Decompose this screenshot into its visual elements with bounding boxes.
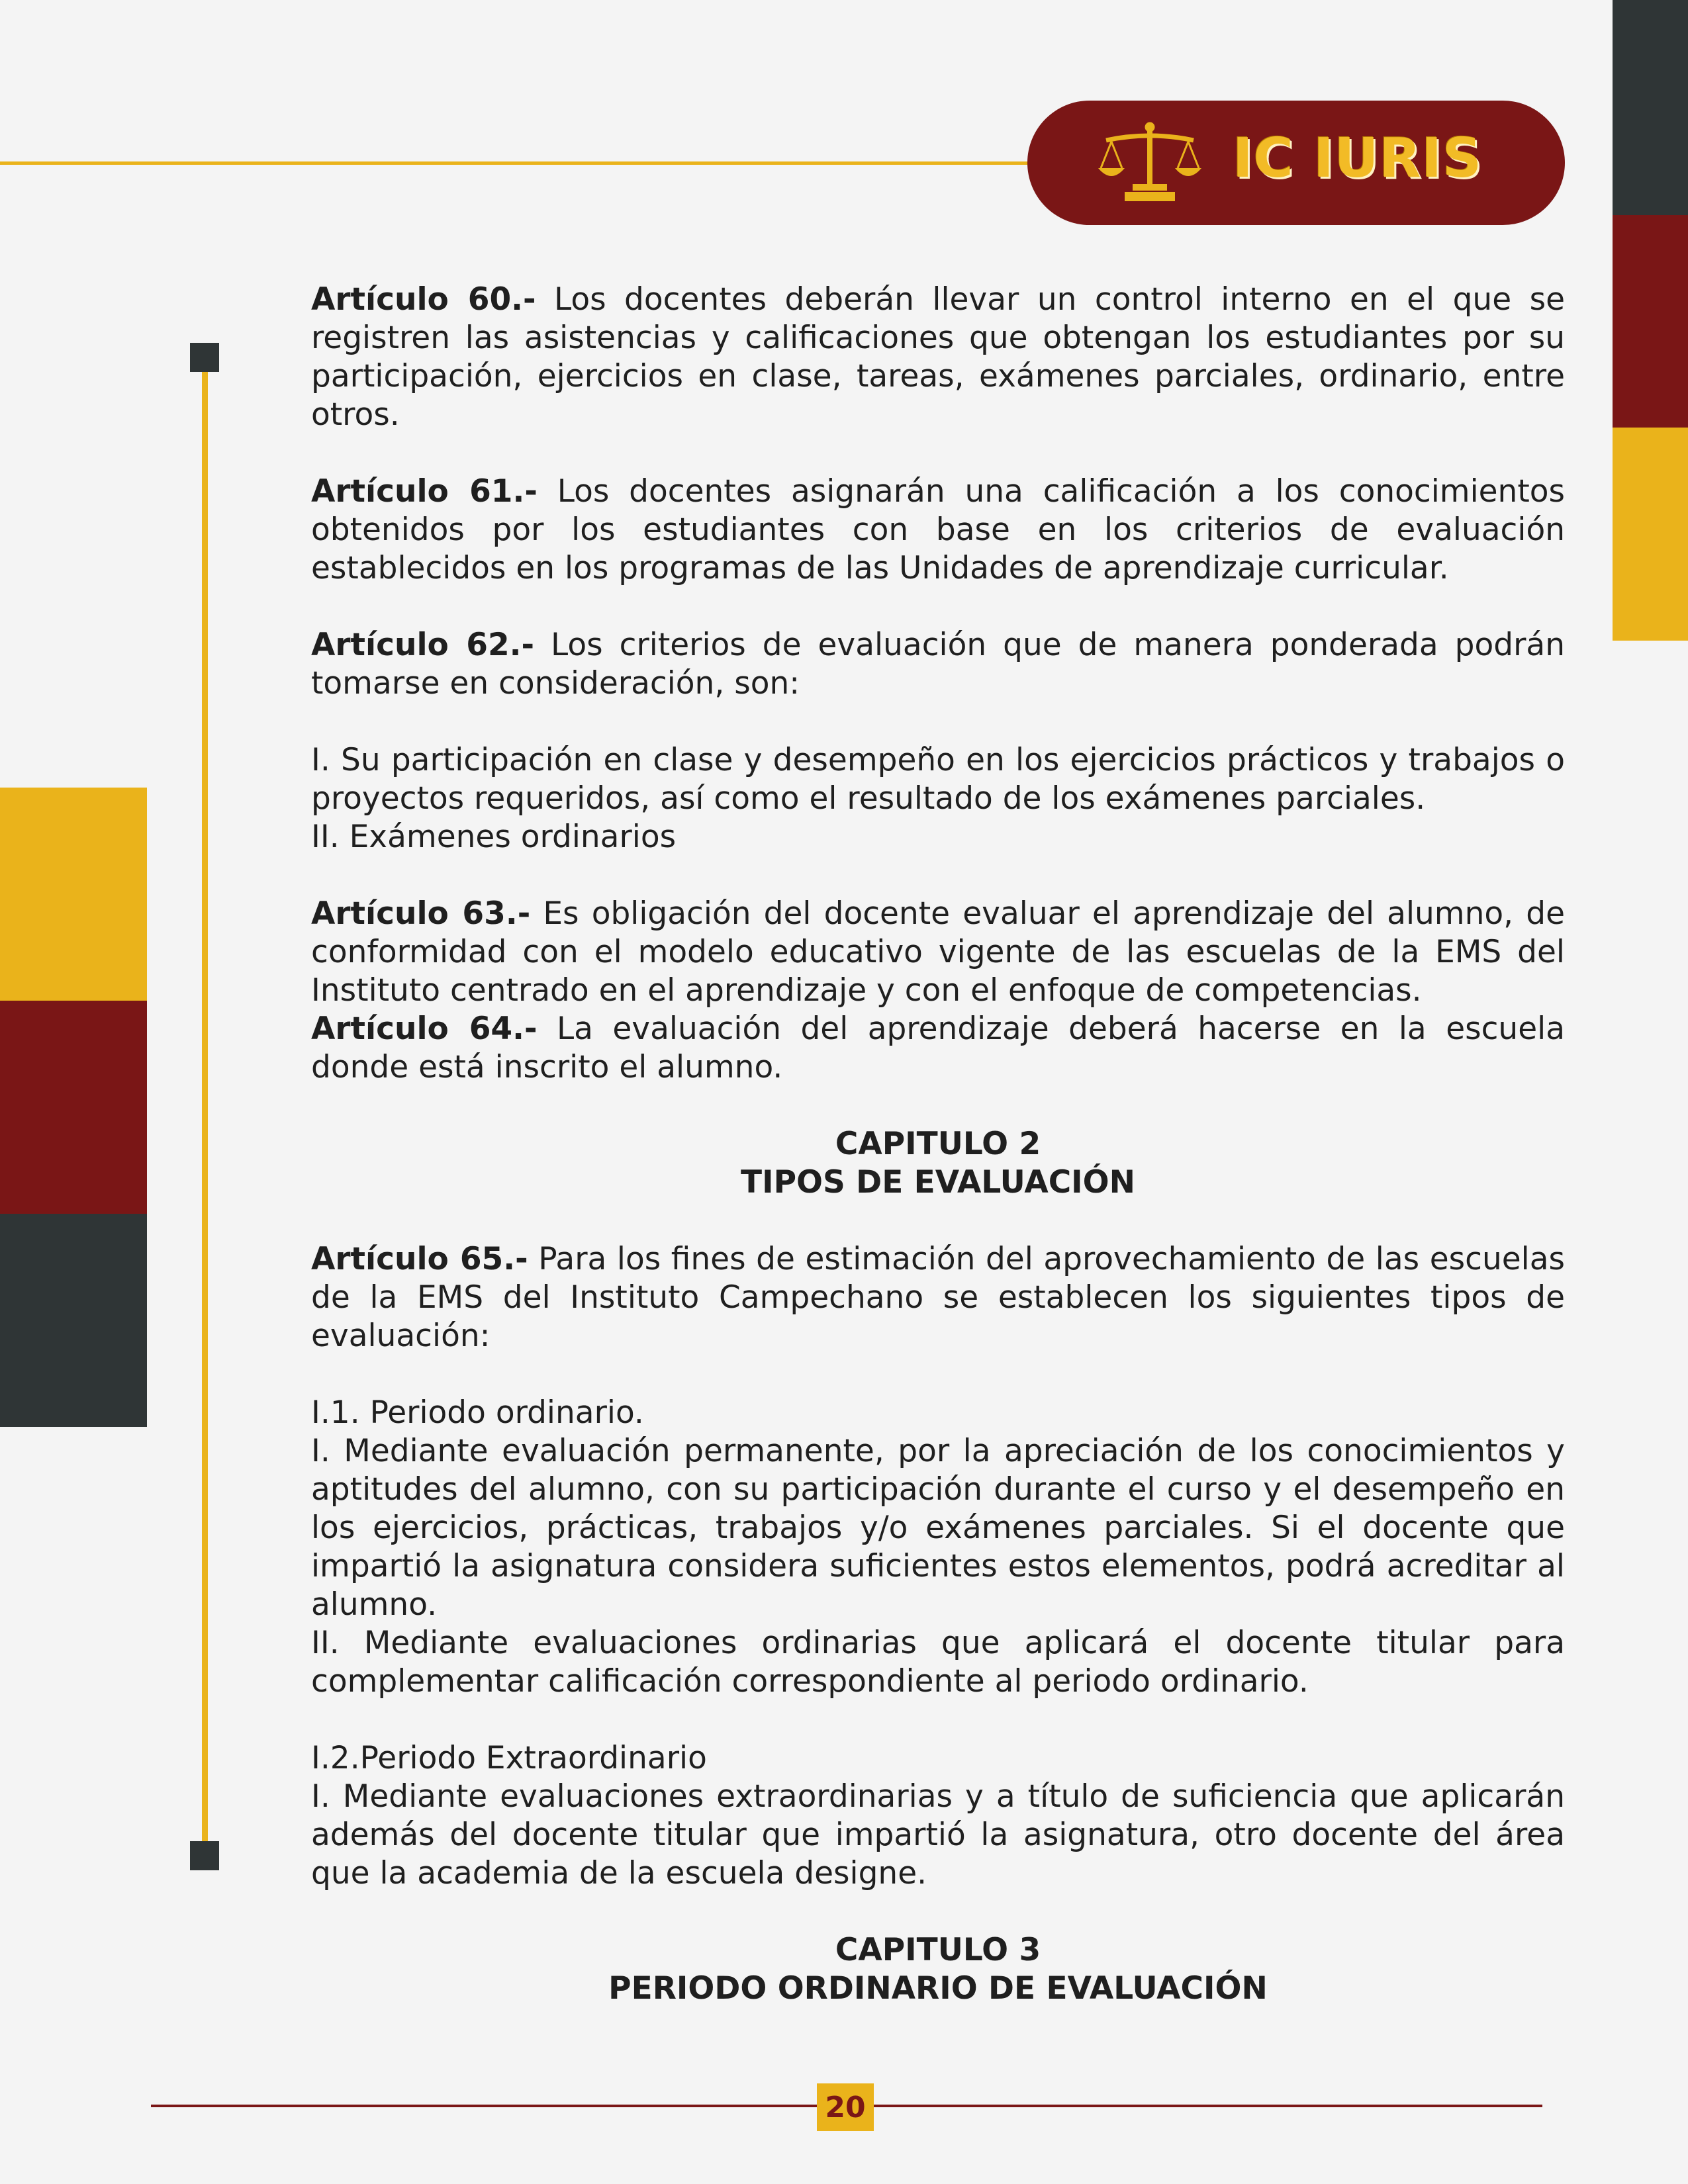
brand-name: IC IURIS xyxy=(1233,127,1483,190)
article-64 xyxy=(311,1010,1565,1087)
article-63 xyxy=(311,895,1565,1010)
article-65 xyxy=(311,1240,1565,1355)
article-label: Artículo 60.- xyxy=(311,281,536,318)
chapter-title: PERIODO ORDINARIO DE EVALUACIÓN xyxy=(608,1970,1268,2007)
timeline-start-marker xyxy=(190,343,219,372)
article-text: Los docentes asignarán una calificación a los conocimientos obtenidos por los estudiantes con base en los criterios de evaluación establecidos en los programas de las Unidades de aprendizaje curricular. xyxy=(311,473,1566,586)
article-label: Artículo 63.- xyxy=(311,895,531,932)
chapter-3-heading xyxy=(311,1931,1565,2008)
article-label: Artículo 64.- xyxy=(311,1011,538,1047)
article-61 xyxy=(311,473,1565,588)
section-heading: I.1. Periodo ordinario. xyxy=(311,1394,644,1431)
scales-of-justice-icon xyxy=(1097,120,1203,205)
page-number: 20 xyxy=(817,2083,874,2131)
list-item: I. Mediante evaluaciones extraordinarias y a título de suficiencia que aplicarán además del docente titular que impartió la asignatura, otro docente del área que la academia de la escuela designe. xyxy=(311,1778,1565,1891)
left-strip-charcoal xyxy=(0,1214,147,1427)
article-62 xyxy=(311,626,1565,703)
article-62-list xyxy=(311,741,1565,856)
header-rule xyxy=(0,161,1033,165)
article-label: Artículo 61.- xyxy=(311,473,538,510)
article-60 xyxy=(311,281,1565,434)
timeline-line xyxy=(202,371,208,1856)
list-item: II. Mediante evaluaciones ordinarias que aplicará el docente titular para complementar calificación correspondiente al periodo ordinario. xyxy=(311,1625,1565,1700)
left-strip-maroon xyxy=(0,1001,147,1214)
article-label: Artículo 65.- xyxy=(311,1241,528,1277)
section-heading: I.2.Periodo Extraordinario xyxy=(311,1740,707,1776)
list-item: I. Mediante evaluación permanente, por la apreciación de los conocimientos y aptitudes del alumno, con su participación durante el curso y el desempeño en los ejercicios, prácticas, trabajos y/o exámenes parciales. Si el docente que impartió la asignatura considera suficientes estos elementos, podrá acreditar al alumno. xyxy=(311,1433,1565,1623)
timeline-end-marker xyxy=(190,1841,219,1870)
chapter-title: TIPOS DE EVALUACIÓN xyxy=(741,1164,1135,1201)
ordinary-period-section xyxy=(311,1394,1565,1701)
article-text: Los docentes deberán llevar un control interno en el que se registren las asistencias y calificaciones que obtengan los estudiantes por su participación, ejercicios en clase, tareas, exámenes parciales, ordinario, entre otros. xyxy=(311,281,1565,433)
document-body xyxy=(311,281,1565,2046)
extraordinary-period-section xyxy=(311,1739,1565,1893)
article-text: Es obligación del docente evaluar el aprendizaje del alumno, de conformidad con el modelo educativo vigente de las escuelas de la EMS del Instituto centrado en el aprendizaje y con el enfoque de competencias. xyxy=(311,895,1565,1009)
list-item: II. Exámenes ordinarios xyxy=(311,819,677,855)
article-text: Los criterios de evaluación que de manera ponderada podrán tomarse en consideración, son: xyxy=(311,627,1565,702)
chapter-2-heading xyxy=(311,1125,1565,1202)
chapter-number: CAPITULO 2 xyxy=(835,1126,1041,1162)
right-strip-charcoal xyxy=(1613,0,1688,215)
left-strip-gold xyxy=(0,788,147,1001)
right-strip-maroon xyxy=(1613,215,1688,428)
brand-badge xyxy=(1027,101,1565,225)
chapter-number: CAPITULO 3 xyxy=(835,1932,1041,1968)
list-item: I. Su participación en clase y desempeño en los ejercicios prácticos y trabajos o proyectos requeridos, así como el resultado de los exámenes parciales. xyxy=(311,742,1565,817)
article-text: Para los fines de estimación del aprovechamiento de las escuelas de la EMS del Instituto Campechano se establecen los siguientes tipos de evaluación: xyxy=(311,1241,1566,1354)
article-text: La evaluación del aprendizaje deberá hacerse en la escuela donde está inscrito el alumno. xyxy=(311,1011,1565,1085)
right-strip-gold xyxy=(1613,428,1688,641)
article-label: Artículo 62.- xyxy=(311,627,535,663)
